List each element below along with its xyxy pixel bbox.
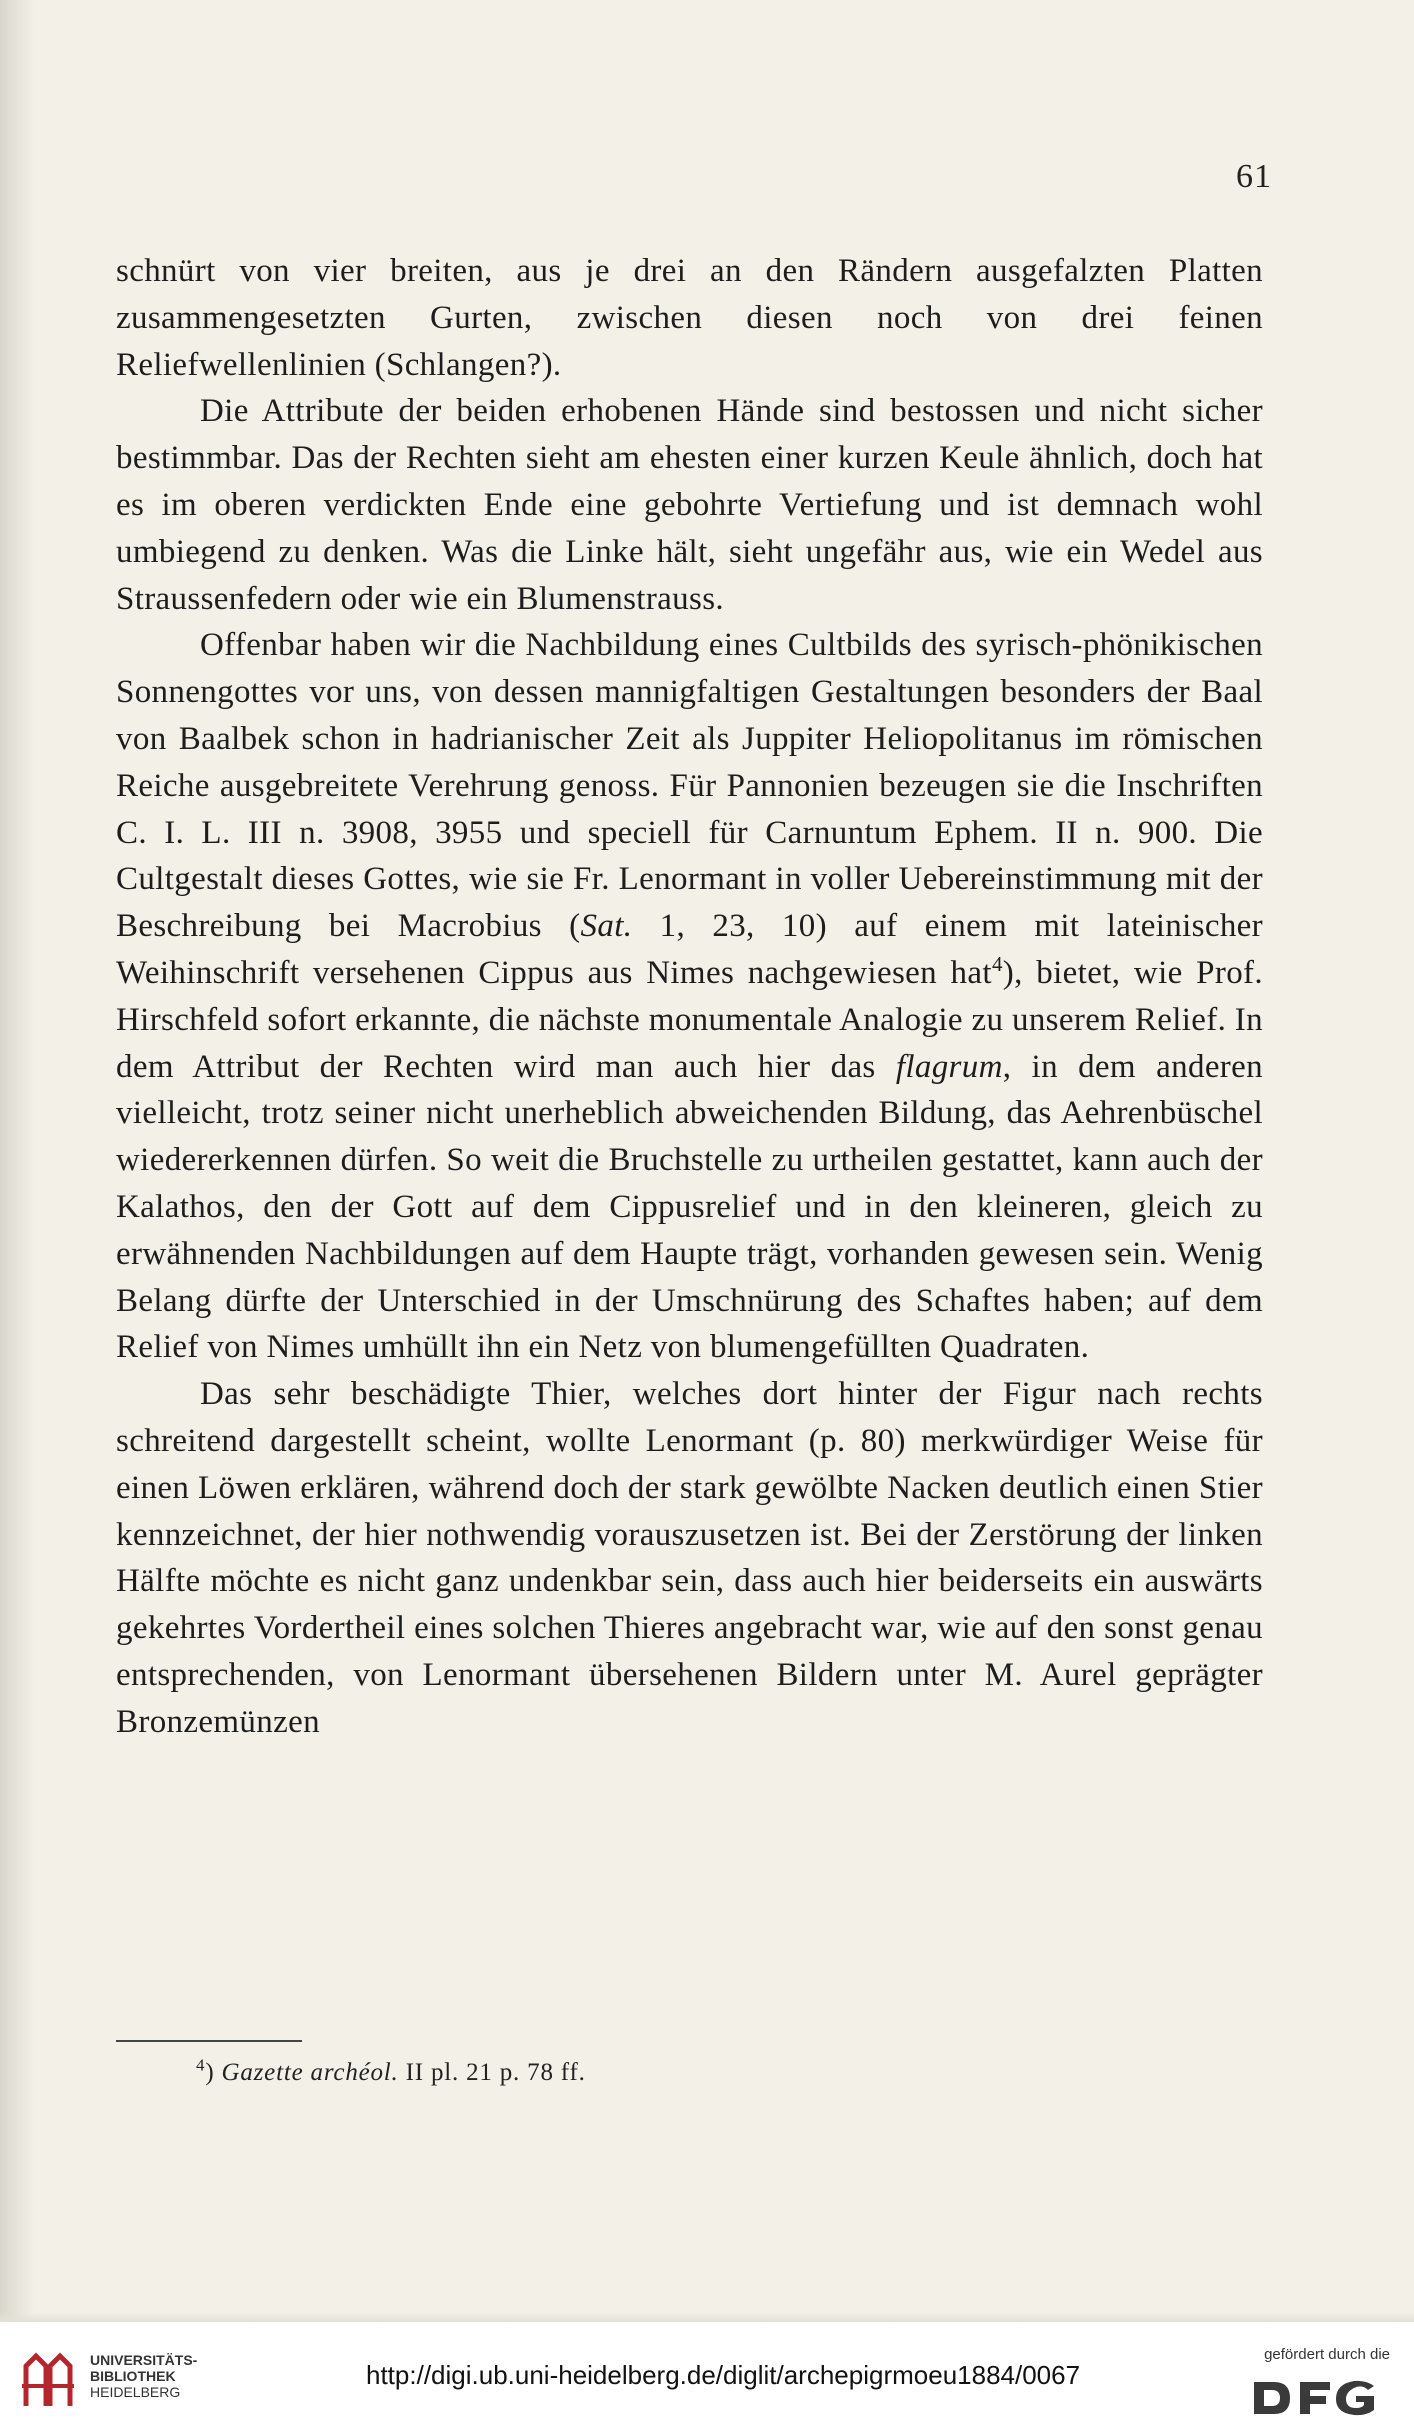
page-number: 61	[1236, 158, 1272, 195]
library-name	[90, 2352, 197, 2400]
footnote-rule	[116, 2040, 302, 2042]
footnote: $^4$) Gazette archéol. II pl. 21 p. 78 ff.	[196, 2055, 586, 2086]
library-name-line-1: UNIVERSITÄTS-	[90, 2352, 198, 2368]
footnote-rest: II pl. 21 p. 78 ff.	[398, 2059, 586, 2086]
library-name-line-3: HEIDELBERG	[90, 2384, 181, 2400]
paragraph-3-part-a: Offenbar haben wir die Nachbildung eines Cultbilds des syrisch-phönikischen Sonnengottes vor uns, von dessen mannigfaltigen Gestaltungen besonders der Baal von Baalbek schon in hadrianischer Zeit als Juppiter Heliopolitanus im römischen Reiche ausgebreitete Verehrung genoss. Für Pannonien bezeugen sie die Inschriften C. I. L. III n. 3908, 3955 und speciell für Carnuntum Ephem. II n. 900. Die Cultgestalt dieses Gottes, wie sie Fr. Lenormant in voller Uebereinstimmung mit der Beschreibung bei Macrobius (	[116, 627, 1263, 945]
funded-by-label: gefördert durch die	[1264, 2346, 1390, 2363]
dfg-logo-icon	[1250, 2372, 1390, 2422]
paragraph-4: Das sehr beschädigte Thier, welches dort hinter der Figur nach rechts schreitend dargestellt scheint, wollte Lenormant (p. 80) merkwürdiger Weise für einen Löwen erklären, während doch der stark gewölbte Nacken deutlich einen Stier kennzeichnet, der hier nothwendig vorauszusetzen ist. Bei der Zerstörung der linken Hälfte möchte es nicht ganz undenkbar sein, dass auch hier beiderseits ein auswärts gekehrtes Vordertheil eines solchen Thieres angebracht war, wie auf den sonst genau entsprechenden, von Lenormant übersehenen Bildern unter M. Aurel geprägter Bronzemünzen	[116, 1376, 1263, 1740]
body-text	[116, 248, 1263, 1746]
flagrum-term: flagrum	[895, 1048, 1003, 1085]
footnote-marker: 4	[196, 2055, 206, 2075]
footer-bar	[0, 2322, 1414, 2433]
paragraph-3-part-b: 1, 23, 10) auf einem mit lateinischer Weihinschrift versehenen Cippus aus Nimes nachgewiesen hat	[116, 908, 1264, 991]
sat-reference: Sat.	[580, 908, 633, 945]
library-name-line-2: BIBLIOTHEK	[90, 2368, 176, 2384]
paragraph-2: Die Attribute der beiden erhobenen Hände sind bestossen und nicht sicher bestimmbar. Das der Rechten sieht am ehesten einer kurzen Keule ähnlich, doch hat es im oberen verdickten Ende eine gebohrte Vertiefung und ist demnach wohl umbiegend zu denken. Was die Linke hält, sieht ungefähr aus, wie ein Wedel aus Straussenfedern oder wie ein Blumenstrauss.	[116, 393, 1263, 617]
page-gutter-shadow	[0, 0, 34, 2322]
university-seal-icon	[12, 2348, 84, 2412]
paragraph-3-part-c: ), bietet, wie Prof. Hirschfeld sofort erkannte, die nächste monumentale Analogie zu unserem Relief. In dem Attribut der Rechten wird man auch hier das	[116, 954, 1263, 1085]
scan-bottom-edge	[0, 2312, 1414, 2322]
permalink-url[interactable]: http://digi.ub.uni-heidelberg.de/diglit/archepigrmoeu1884/0067	[366, 2360, 1081, 2390]
paragraph-3-part-d: , in dem anderen vielleicht, trotz seiner nicht unerheblich abweichenden Bildung, das Aehrenbüschel wiedererkennen dürfen. So weit die Bruchstelle zu urtheilen gestattet, kann auch der Kalathos, den der Gott auf dem Cippusrelief und in den kleineren, gleich zu erwähnenden Nachbildungen auf dem Haupte trägt, vorhanden gewesen sein. Wenig Belang dürfte der Unterschied in der Umschnürung des Schaftes haben; auf dem Relief von Nimes umhüllt ihn ein Netz von blumengefüllten Quadraten.	[116, 1048, 1263, 1366]
footnote-ref[interactable]: 4	[991, 951, 1003, 976]
footnote-title: Gazette archéol.	[221, 2059, 399, 2086]
paragraph-3	[116, 622, 1263, 1371]
paragraph-1: schnürt von vier breiten, aus je drei an den Rändern ausgefalzten Platten zusammengesetzten Gurten, zwischen diesen noch von drei feinen Reliefwellenlinien (Schlangen?).	[116, 253, 1263, 383]
